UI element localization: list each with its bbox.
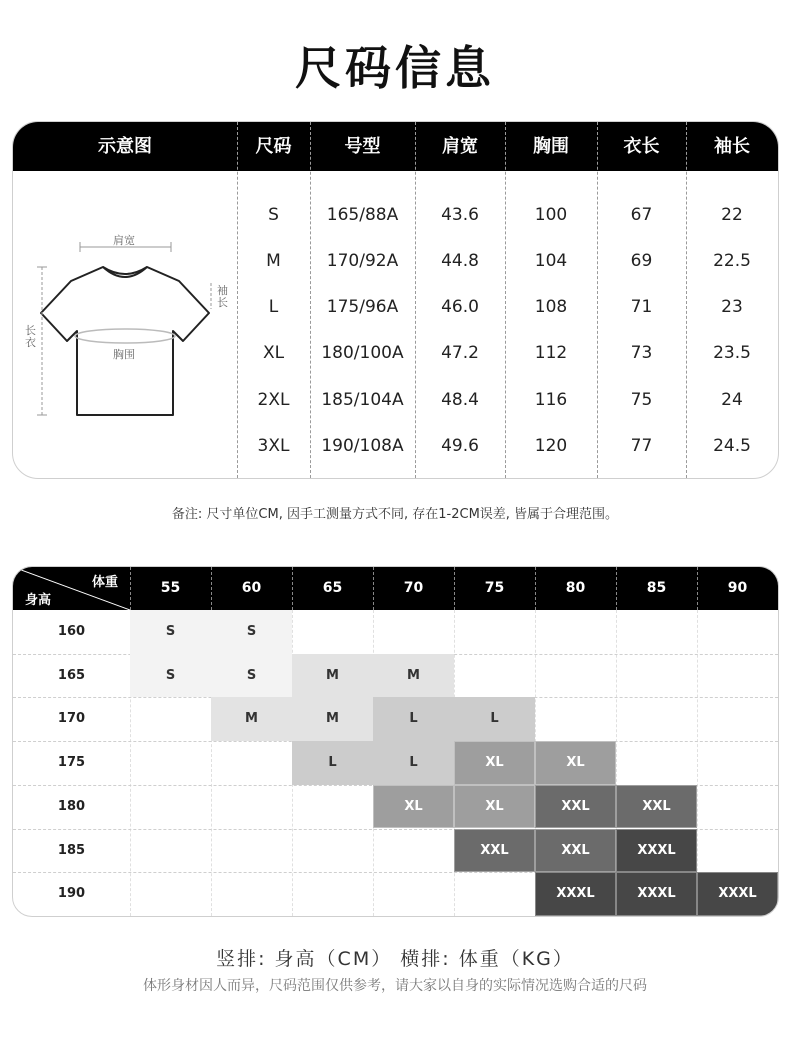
weight-header: 85 bbox=[646, 580, 667, 596]
fit-table bbox=[12, 566, 779, 917]
size-cell-shoulder: 48.4 bbox=[441, 390, 479, 410]
size-recommendation-cell: M bbox=[292, 697, 373, 741]
size-cell-shoulder: 44.8 bbox=[441, 251, 479, 271]
height-label: 185 bbox=[57, 842, 86, 858]
corner-weight-label: 体重 bbox=[91, 575, 118, 590]
size-cell-model: 170/92A bbox=[326, 251, 399, 271]
size-cell-size: 3XL bbox=[257, 436, 290, 456]
size-recommendation-cell: S bbox=[211, 654, 292, 698]
size-recommendation-cell: M bbox=[211, 697, 292, 741]
size-cell-chest: 104 bbox=[534, 251, 568, 271]
size-cell-chest: 100 bbox=[534, 205, 568, 225]
diagram-shoulder-label: 肩宽 bbox=[113, 234, 135, 247]
size-cell-length: 77 bbox=[630, 436, 653, 456]
size-recommendation-cell: L bbox=[373, 697, 454, 741]
size-cell-shoulder: 47.2 bbox=[441, 343, 479, 363]
size-recommendation-cell: XL bbox=[454, 785, 535, 829]
size-cell-sleeve: 24 bbox=[721, 390, 743, 410]
size-table bbox=[12, 121, 779, 479]
size-cell-chest: 112 bbox=[534, 343, 568, 363]
size-recommendation-cell: XL bbox=[454, 741, 535, 785]
size-cell-model: 190/108A bbox=[321, 436, 404, 456]
height-label: 170 bbox=[57, 711, 86, 727]
size-cell-chest: 116 bbox=[534, 390, 568, 410]
size-recommendation-cell: XXXL bbox=[616, 872, 697, 916]
size-cell-length: 69 bbox=[630, 251, 653, 271]
size-recommendation-cell: XXL bbox=[616, 785, 697, 829]
size-table-header bbox=[13, 122, 778, 171]
size-recommendation-cell: XXL bbox=[454, 829, 535, 873]
tshirt-icon bbox=[13, 171, 237, 478]
size-cell-length: 73 bbox=[630, 343, 653, 363]
weight-header: 90 bbox=[727, 580, 748, 596]
weight-header: 75 bbox=[484, 580, 505, 596]
diagram-chest-label: 胸围 bbox=[113, 348, 135, 361]
size-cell-length: 71 bbox=[630, 297, 653, 317]
corner-height-label: 身高 bbox=[25, 593, 52, 608]
size-cell-size: XL bbox=[262, 343, 285, 363]
weight-header: 70 bbox=[403, 580, 424, 596]
weight-header: 65 bbox=[322, 580, 343, 596]
weight-header: 55 bbox=[160, 580, 181, 596]
disclaimer: 体形身材因人而异，尺码范围仅供参考，请大家以自身的实际情况选购合适的尺码 bbox=[143, 978, 647, 994]
weight-header: 60 bbox=[241, 580, 262, 596]
size-recommendation-cell: XXXL bbox=[616, 829, 697, 873]
size-cell-size: 2XL bbox=[257, 390, 290, 410]
tshirt-diagram bbox=[13, 171, 237, 478]
header-size: 尺码 bbox=[255, 136, 292, 157]
header-sleeve: 袖长 bbox=[714, 136, 750, 157]
header-length: 衣长 bbox=[623, 136, 660, 157]
size-cell-model: 165/88A bbox=[326, 205, 399, 225]
size-recommendation-cell: S bbox=[211, 610, 292, 654]
height-label: 180 bbox=[57, 798, 86, 814]
size-recommendation-cell: M bbox=[373, 654, 454, 698]
size-cell-sleeve: 23.5 bbox=[713, 343, 751, 363]
measurement-note: 备注: 尺寸单位CM, 因手工测量方式不同, 存在1-2CM误差, 皆属于合理范围。 bbox=[171, 507, 619, 522]
corner-cell bbox=[13, 567, 130, 610]
height-label: 190 bbox=[57, 886, 86, 902]
weight-header: 80 bbox=[565, 580, 586, 596]
size-cell-size: M bbox=[266, 251, 281, 271]
size-recommendation-cell: S bbox=[130, 654, 211, 698]
size-cell-shoulder: 46.0 bbox=[441, 297, 479, 317]
size-recommendation-cell: L bbox=[373, 741, 454, 785]
header-model: 号型 bbox=[344, 136, 381, 157]
size-cell-chest: 108 bbox=[534, 297, 568, 317]
diagram-length-label: 长衣 bbox=[25, 324, 36, 349]
size-cell-sleeve: 24.5 bbox=[713, 436, 751, 456]
size-recommendation-cell: S bbox=[130, 610, 211, 654]
height-label: 175 bbox=[57, 755, 86, 771]
diagram-sleeve-label: 袖长 bbox=[217, 284, 228, 309]
fit-table-header bbox=[13, 567, 778, 610]
size-cell-sleeve: 23 bbox=[721, 297, 743, 317]
size-cell-size: L bbox=[268, 297, 279, 317]
size-recommendation-cell: XXXL bbox=[535, 872, 616, 916]
size-recommendation-cell: M bbox=[292, 654, 373, 698]
axes-legend: 竖排: 身高（CM） 横排: 体重（KG） bbox=[216, 948, 574, 970]
header-shoulder: 肩宽 bbox=[442, 136, 478, 157]
size-recommendation-cell: L bbox=[292, 741, 373, 785]
size-recommendation-cell: XL bbox=[535, 741, 616, 785]
size-cell-length: 67 bbox=[630, 205, 653, 225]
size-cell-sleeve: 22 bbox=[721, 205, 743, 225]
header-diagram: 示意图 bbox=[98, 136, 152, 157]
size-recommendation-cell: L bbox=[454, 697, 535, 741]
size-recommendation-cell: XL bbox=[373, 785, 454, 829]
size-recommendation-cell: XXL bbox=[535, 785, 616, 829]
size-cell-shoulder: 49.6 bbox=[441, 436, 479, 456]
size-cell-length: 75 bbox=[630, 390, 653, 410]
size-cell-model: 185/104A bbox=[321, 390, 404, 410]
size-cell-model: 180/100A bbox=[321, 343, 404, 363]
size-cell-chest: 120 bbox=[534, 436, 568, 456]
size-recommendation-cell: XXXL bbox=[697, 872, 778, 916]
height-label: 165 bbox=[57, 667, 86, 683]
size-recommendation-cell: XXL bbox=[535, 829, 616, 873]
header-chest: 胸围 bbox=[533, 136, 569, 157]
size-cell-size: S bbox=[268, 205, 279, 225]
size-cell-shoulder: 43.6 bbox=[441, 205, 479, 225]
size-cell-model: 175/96A bbox=[326, 297, 399, 317]
page-title: 尺码信息 bbox=[295, 41, 495, 95]
height-label: 160 bbox=[57, 624, 86, 639]
size-cell-sleeve: 22.5 bbox=[713, 251, 751, 271]
